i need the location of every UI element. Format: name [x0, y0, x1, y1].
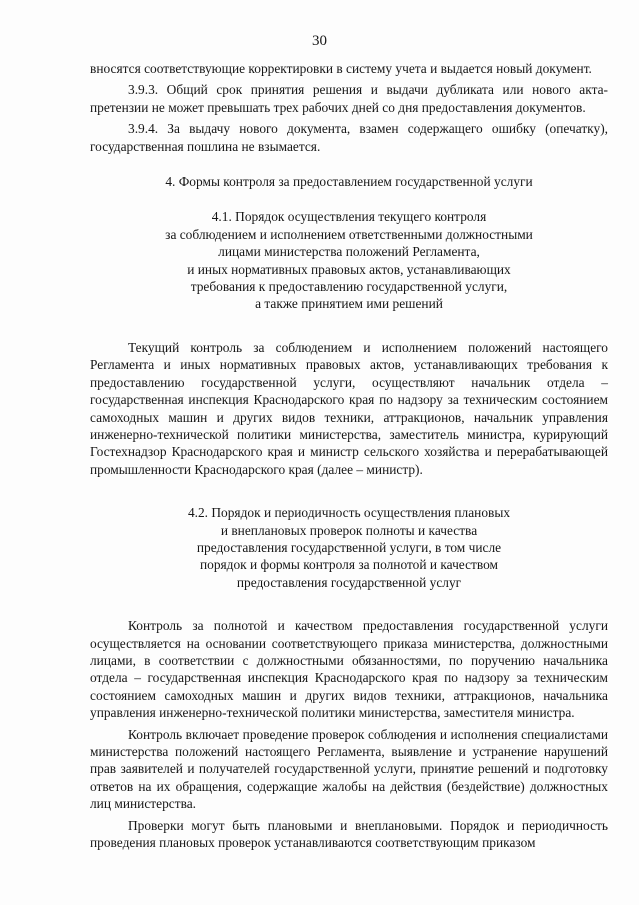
paragraph-4-2-includes: Контроль включает проведение проверок соблюдения и исполнения специалистами министерства положений настоящего Регламента, выявление и устранение нарушений прав заявителей и получателей государственной услуги, принятие решений и подготовку ответов на их обращения, содержащие жалобы на действия (бездействие) должностных лиц министерства.: [90, 726, 608, 812]
page-number: 30: [312, 33, 327, 49]
section-4-heading: 4. Формы контроля за предоставлением государственной услуги: [165, 174, 533, 190]
heading-line: за соблюдением и исполнением ответственными должностными: [165, 226, 533, 242]
heading-line: порядок и формы контроля за полнотой и качеством: [199, 557, 499, 573]
paragraph-continuation: вносятся соответствующие корректировки в систему учета и выдается новый документ.: [90, 61, 592, 76]
paragraph-3-9-3: 3.9.3. Общий срок принятия решения и выдачи дубликата или нового акта-претензии не может превышать трех рабочих дней со дня предоставления документов.: [90, 82, 608, 115]
heading-line: предоставления государственной услуг: [236, 574, 462, 590]
document-body: [90, 60, 608, 851]
heading-line: требования к предоставлению государственной услуги,: [190, 279, 508, 295]
paragraph-3-9-4: 3.9.4. За выдачу нового документа, взамен содержащего ошибку (опечатку), государственная пошлина не взымается.: [90, 121, 608, 154]
heading-line: предоставления государственной услуги, в том числе: [196, 539, 502, 555]
heading-line: и внеплановых проверок полноты и качества: [220, 522, 478, 538]
paragraph-4-2-control: Контроль за полнотой и качеством предоставления государственной услуги осуществляется на основании соответствующего приказа министерства, должностными лицами, в соответствии с должностными обязанностями, по поручению начальника отдела – государственная инспекция Краснодарского края по надзору за техническим состоянием самоходных машин и других видов техники, аттракционов, начальника управления инженерно-технической политики министерства, заместителя министра.: [90, 618, 608, 721]
paragraph-4-2-checks: Проверки могут быть плановыми и внеплановыми. Порядок и периодичность проведения плановых проверок устанавливаются соответствующим приказом: [90, 817, 608, 851]
section-4-1-heading: [90, 208, 608, 312]
heading-line: 4.1. Порядок осуществления текущего контроля: [211, 209, 487, 225]
heading-line: 4.2. Порядок и периодичность осуществления плановых: [187, 505, 511, 521]
section-4-2-heading: [90, 504, 608, 591]
paragraph-4-1: Текущий контроль за соблюдением и исполнением положений настоящего Регламента и иных нормативных правовых актов, устанавливающих требования к предоставлению государственной услуги, осуществляют начальник отдела – государственная инспекция Краснодарского края по надзору за техническим состоянием самоходных машин и других видов техники, аттракционов, начальник управления инженерно-технической политики министерства, заместитель министра, курирующий Гостехнадзор Краснодарского края и министр сельского хозяйства и перерабатывающей промышленности Краснодарского края (далее – министр).: [90, 339, 608, 477]
heading-line: а также принятием ими решений: [255, 296, 443, 312]
heading-line: лицами министерства положений Регламента,: [218, 244, 480, 260]
heading-line: и иных нормативных правовых актов, устанавливающих: [187, 261, 511, 277]
